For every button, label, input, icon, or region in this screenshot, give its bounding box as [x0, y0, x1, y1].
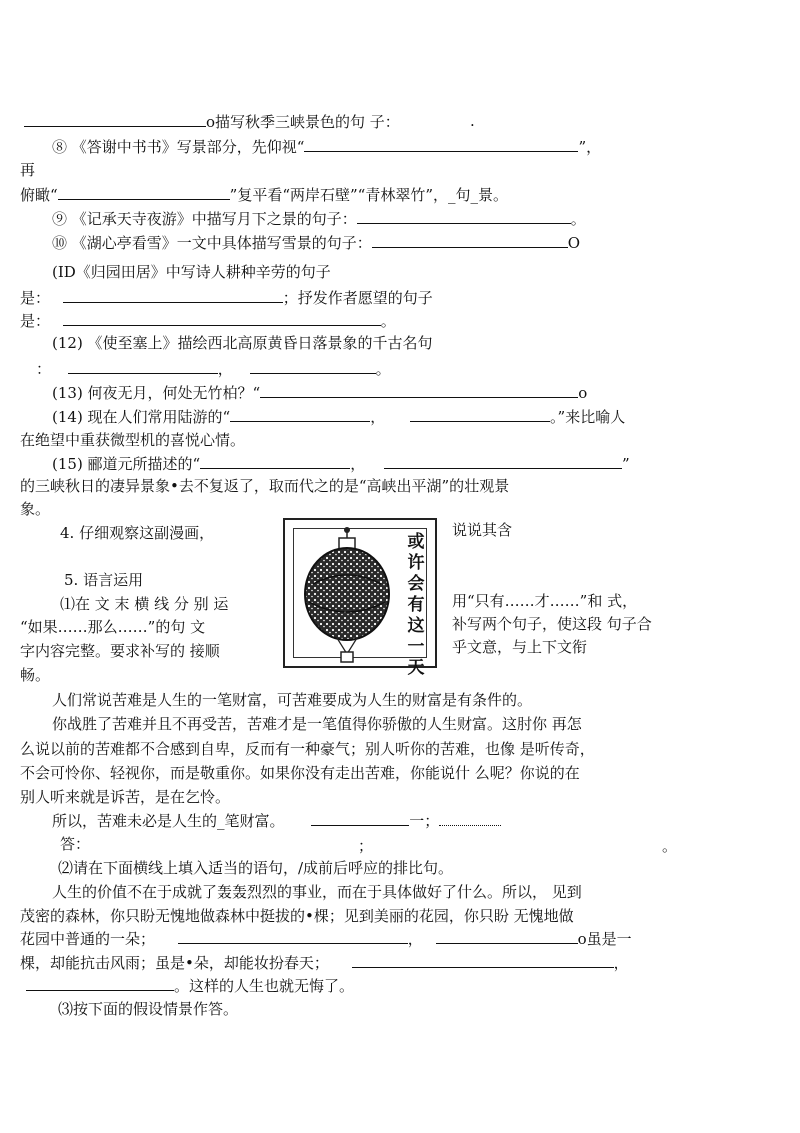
balloon-illustration	[295, 526, 405, 668]
section-5-text: “如果……那么……”的句 文	[20, 618, 206, 636]
question-11-text: ；抒发作者愿望的句子	[282, 289, 433, 307]
passage-text: 棵，却能抗击风雨；虽是•朵，却能妆扮春天；	[20, 954, 329, 972]
answer-blank[interactable]	[372, 232, 568, 248]
answer-blank[interactable]	[384, 453, 622, 469]
question-14-text: 在绝望中重获微型机的喜悦心情。	[20, 431, 246, 449]
question-11-tail: 。	[380, 312, 396, 330]
question-12-text: (12) 《使至塞上》描绘西北高原黄昏日落景象的千古名句	[52, 334, 433, 352]
passage-text: ；	[358, 837, 374, 855]
passage-paragraph: 茂密的森林，你只盼无愧地做森林中挺拔的•棵；见到美丽的花园，你只盼 无愧地做	[20, 907, 574, 925]
section-5-text: 字内容完整。要求补写的 接顺	[20, 642, 220, 660]
answer-blank[interactable]	[24, 111, 206, 127]
question-15-text: ”	[622, 455, 630, 473]
question-3-title: ⑶按下面的假设情景作答。	[58, 1000, 239, 1018]
question-15-text: ，	[350, 455, 366, 473]
section-5-text: 乎文意，与上下文衔	[452, 638, 588, 656]
question-8-text: ”复平看“两岸石壁”“青林翠竹”，_句_景。	[229, 186, 509, 204]
question-14-text: ，	[370, 408, 386, 426]
section-5-text: 补写两个句子，使这段 句子合	[452, 615, 652, 633]
answer-label: 答：	[60, 835, 91, 853]
question-9-text: ⑨ 《记承天寺夜游》中描写月下之景的句子：	[52, 210, 357, 228]
question-2-title: ⑵请在下面横线上填入适当的语句，/成前后呼应的排比句。	[58, 859, 454, 877]
question-13-tail: o	[578, 384, 588, 402]
question-15-text: (15) 郦道元所描述的“	[52, 455, 201, 473]
passage-text: 。	[662, 837, 678, 855]
passage-paragraph: 人们常说苦难是人生的一笔财富，可苦难要成为人生的财富是有条件的。	[52, 691, 533, 709]
question-11-text: (ID《归园田居》中写诗人耕种辛劳的句子	[52, 263, 331, 281]
question-8-wrap: 再	[20, 161, 36, 179]
answer-blank[interactable]	[230, 406, 370, 422]
question-11-text: 是：	[20, 312, 51, 330]
section-4-prompt: 4. 仔细观察这副漫画，	[60, 524, 215, 542]
answer-blank[interactable]	[63, 287, 283, 303]
passage-text: o虽是一	[577, 930, 632, 948]
question-13-text: (13) 何夜无月，何处无竹柏？“	[52, 384, 261, 402]
question-12-text: ：	[36, 360, 52, 378]
passage-text: 。这样的人生也就无悔了。	[174, 977, 355, 995]
question-8-text: ⑧ 《答谢中书书》写景部分，先仰视“	[52, 138, 305, 156]
answer-blank[interactable]	[250, 358, 376, 374]
answer-blank[interactable]	[352, 952, 614, 968]
answer-blank[interactable]	[26, 975, 174, 991]
passage-text: ，	[407, 930, 423, 948]
answer-blank[interactable]	[200, 453, 350, 469]
section-5-text: ⑴在 文 末 横 线 分 别 运	[60, 595, 229, 613]
answer-blank[interactable]	[311, 810, 409, 826]
question-8-text: 俯瞰“	[20, 186, 58, 204]
passage-text: 一；	[409, 812, 440, 830]
cartoon-image	[283, 518, 437, 678]
passage-text: 花园中普通的一朵；	[20, 930, 156, 948]
question-14-text: 。”来比喻人	[550, 408, 626, 426]
passage-paragraph: 不会可怜你、轻视你，而是敬重你。如果你没有走出苦难，你能说什 么呢？你说的在	[20, 764, 580, 782]
section-5-text: 用“只有……才……”和 式，	[452, 592, 638, 610]
question-10-tail: O	[567, 234, 581, 252]
passage-paragraph: 所以，苦难未必是人生的_笔财富。	[52, 812, 285, 830]
passage-text: ，	[613, 954, 629, 972]
section-4-prompt-tail: 说说其含	[452, 521, 513, 539]
question-11-text: 是：	[20, 289, 51, 307]
passage-paragraph: 人生的价值不在于成就了轰轰烈烈的事业，而在于具体做好了什么。所以， 见到	[52, 883, 582, 901]
question-12-text: ，	[217, 360, 233, 378]
answer-blank[interactable]	[58, 184, 230, 200]
question-14-text: (14) 现在人们常用陆游的“	[52, 408, 231, 426]
question-12-tail: 。	[375, 360, 391, 378]
answer-blank[interactable]	[260, 382, 578, 398]
question-9-tail: 。	[570, 210, 586, 228]
question-text: o描写秋季三峡景色的句 子：	[206, 113, 400, 131]
question-10-text: ⑩ 《湖心亭看雪》一文中具体描写雪景的句子：	[52, 234, 372, 252]
answer-blank[interactable]	[436, 928, 578, 944]
question-8-tail: ”，	[578, 138, 602, 156]
passage-paragraph: 你战胜了苦难并且不再受苦，苦难才是一笔值得你骄傲的人生财富。这肘你 再怎	[52, 715, 582, 733]
answer-blank[interactable]	[410, 406, 550, 422]
section-5-text: 畅。	[20, 666, 51, 684]
answer-blank[interactable]	[357, 208, 571, 224]
question-15-text: 的三峡秋日的凄异景象•去不复返了，取而代之的是“高峡出平湖”的壮观景	[20, 477, 510, 495]
passage-paragraph: 么说以前的苦难都不合感到自卑，反而有一种豪气；别人听你的苦难，也像 是听传奇，	[20, 740, 595, 758]
answer-blank[interactable]	[439, 810, 501, 826]
cartoon-caption: 或许会有这一天	[407, 532, 425, 678]
passage-paragraph: 别人听来就是诉苦，是在乞怜。	[20, 788, 231, 806]
answer-blank[interactable]	[63, 310, 381, 326]
answer-blank[interactable]	[304, 136, 578, 152]
answer-blank[interactable]	[178, 928, 408, 944]
question-15-text: 象。	[20, 500, 51, 518]
punctuation-dot: .	[470, 112, 475, 130]
section-5-title: 5. 语言运用	[64, 571, 144, 589]
answer-blank[interactable]	[68, 358, 218, 374]
